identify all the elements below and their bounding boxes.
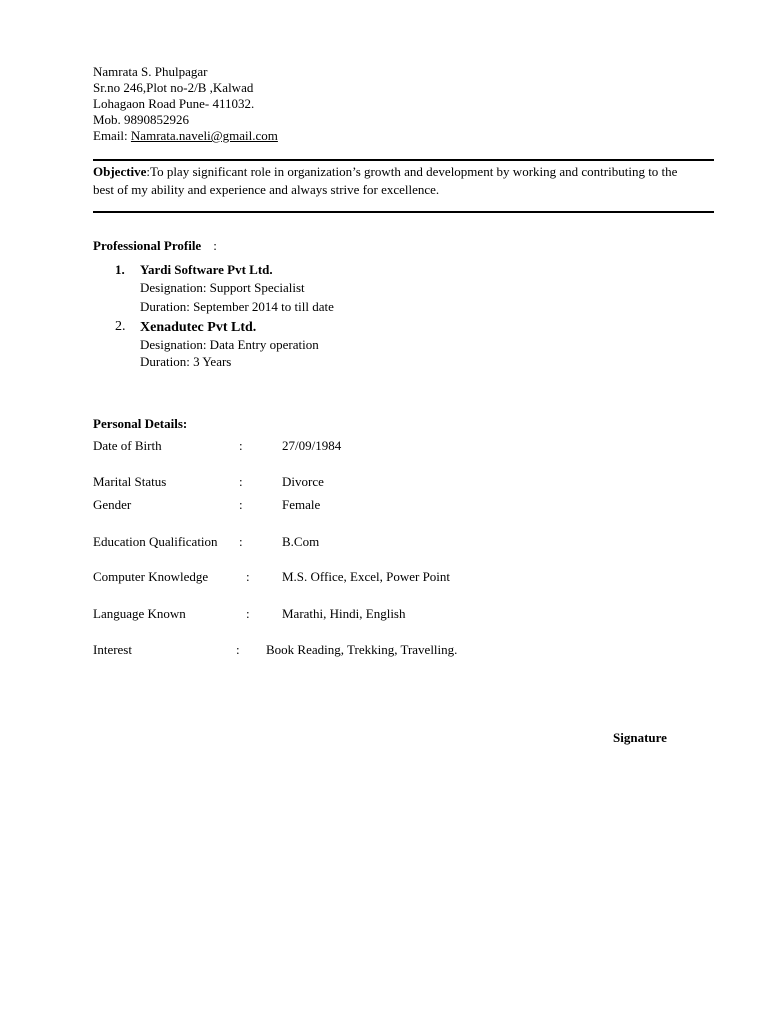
address-line-1: Sr.no 246,Plot no-2/B ,Kalwad [93,80,254,95]
computer-knowledge-label: Computer Knowledge [93,569,209,584]
objective-text: :To play significant role in organization’s growth and development by working and contributing to the best of my ability and experience and always strive for excellence. [93,164,678,197]
dob-colon: : [239,438,243,453]
gender-value: Female [282,497,321,512]
candidate-name: Namrata S. Phulpagar [93,64,208,79]
language-label: Language Known [93,606,186,621]
marital-status-label: Marital Status [93,474,167,489]
language-colon: : [246,606,250,621]
job-2-number: 2. [115,319,126,334]
address-line-2: Lohagaon Road Pune- 411032. [93,96,255,111]
education-colon: : [239,534,243,549]
objective-label: Objective [93,164,147,179]
mobile-number: Mob. 9890852926 [93,112,190,127]
job-1-duration: Duration: September 2014 to till date [140,299,334,314]
personal-details-heading: Personal Details: [93,416,188,431]
signature-label: Signature [613,730,667,745]
computer-knowledge-value: M.S. Office, Excel, Power Point [282,569,451,584]
top-divider [93,159,714,161]
interest-colon: : [236,642,240,657]
job-2-company: Xenadutec Pvt Ltd. [140,320,257,335]
computer-knowledge-colon: : [246,569,250,584]
gender-colon: : [239,497,243,512]
gender-label: Gender [93,497,132,512]
dob-value: 27/09/1984 [282,438,342,453]
language-value: Marathi, Hindi, English [282,606,406,621]
education-value: B.Com [282,534,320,549]
objective-divider [93,211,714,213]
email-label: Email: [93,128,128,143]
job-1-number: 1. [115,262,125,277]
job-1-company: Yardi Software Pvt Ltd. [140,262,273,277]
job-2-designation: Designation: Data Entry operation [140,337,319,352]
job-1-designation: Designation: Support Specialist [140,280,305,295]
dob-label: Date of Birth [93,438,162,453]
interest-label: Interest [93,642,132,657]
professional-heading-colon: : [213,238,217,253]
objective-section [93,163,693,199]
job-2-duration: Duration: 3 Years [140,354,232,369]
professional-heading-text: Professional Profile [93,238,202,253]
email-line [93,128,278,144]
professional-profile-heading [93,238,217,254]
marital-status-colon: : [239,474,243,489]
marital-status-value: Divorce [282,474,324,489]
interest-value: Book Reading, Trekking, Travelling. [266,642,458,657]
email-link[interactable]: Namrata.naveli@gmail.com [130,128,278,143]
education-label: Education Qualification [93,534,218,549]
